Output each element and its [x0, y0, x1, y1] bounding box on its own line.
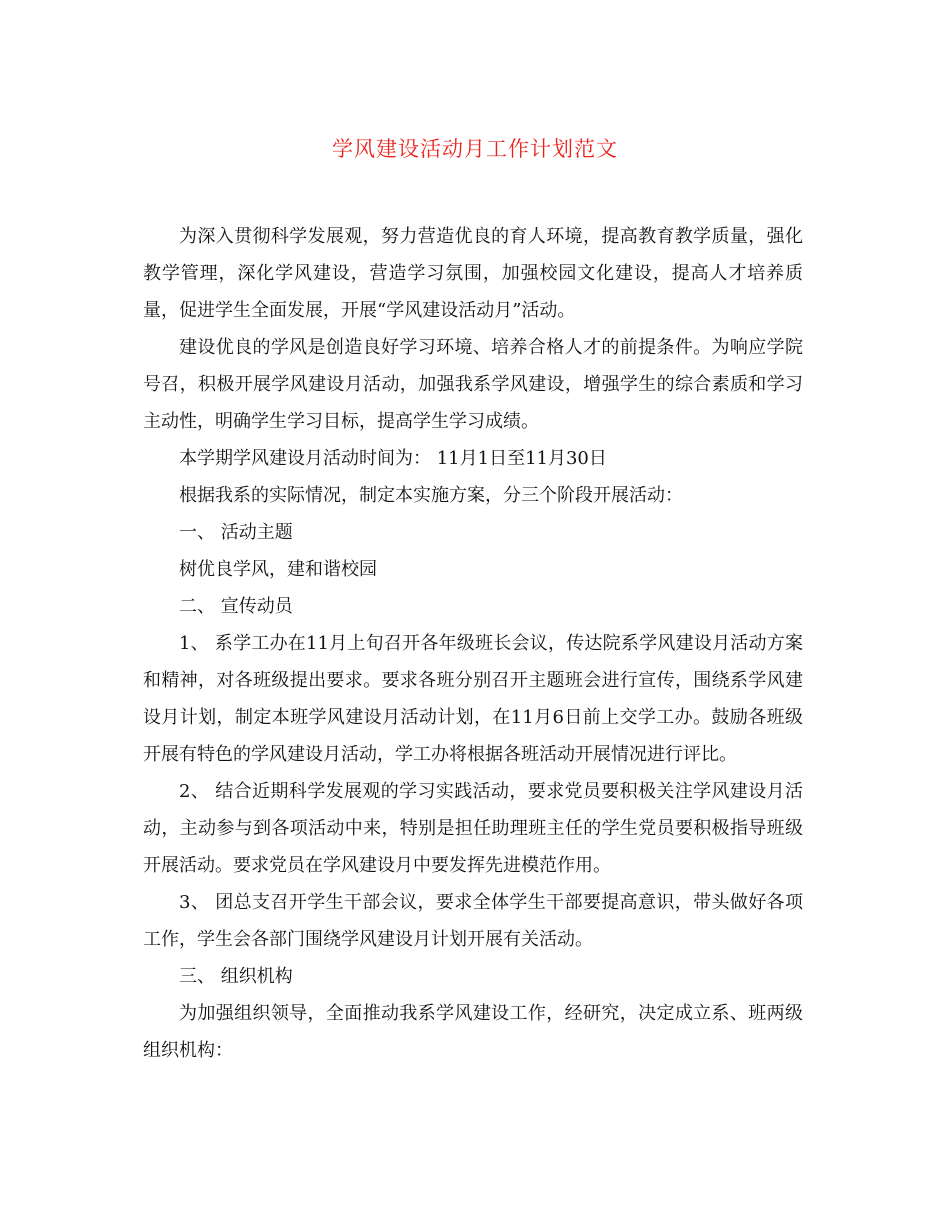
document-body — [143, 218, 803, 1069]
paragraph-intro: 为深入贯彻科学发展观，努力营造优良的育人环境，提高教育教学质量，强化教学管理，深化学风建设，营造学习氛围，加强校园文化建设，提高人才培养质量，促进学生全面发展，开展“学风建设活动月”活动。 — [143, 226, 803, 321]
paragraph-item-2: 2、 结合近期科学发展观的学习实践活动，要求党员要积极关注学风建设月活动，主动参与到各项活动中来，特别是担任助理班主任的学生党员要积极指导班级开展活动。要求党员在学风建设月中要发挥先进模范作用。 — [143, 781, 803, 876]
paragraph-stages: 根据我系的实际情况，制定本实施方案，分三个阶段开展活动： — [179, 485, 683, 506]
section-heading-publicity: 二、 宣传动员 — [179, 596, 293, 617]
paragraph-purpose: 建设优良的学风是创造良好学习环境、培养合格人才的前提条件。为响应学院号召，积极开展学风建设月活动，加强我系学风建设，增强学生的综合素质和学习主动性，明确学生学习目标，提高学生学习成绩。 — [143, 337, 803, 432]
paragraph-time: 本学期学风建设月活动时间为： 11月1日至11月30日 — [179, 448, 607, 469]
paragraph-item-1: 1、 系学工办在11月上旬召开各年级班长会议，传达院系学风建设月活动方案和精神，对各班级提出要求。要求各班分别召开主题班会进行宣传，围绕系学风建设月计划，制定本班学风建设月活动计划，在11月6日前上交学工办。鼓励各班级开展有特色的学风建设月活动，学工办将根据各班活动开展情况进行评比。 — [143, 633, 803, 765]
paragraph-theme: 树优良学风，建和谐校园 — [179, 559, 377, 580]
section-heading-organization: 三、 组织机构 — [179, 966, 293, 987]
section-heading-theme: 一、 活动主题 — [179, 522, 293, 543]
paragraph-item-3: 3、 团总支召开学生干部会议，要求全体学生干部要提高意识，带头做好各项工作，学生会各部门围绕学风建设月计划开展有关活动。 — [143, 892, 803, 950]
document-title: 学风建设活动月工作计划范文 — [332, 137, 618, 161]
paragraph-organization: 为加强组织领导，全面推动我系学风建设工作，经研究，决定成立系、班两级组织机构： — [143, 1003, 803, 1061]
